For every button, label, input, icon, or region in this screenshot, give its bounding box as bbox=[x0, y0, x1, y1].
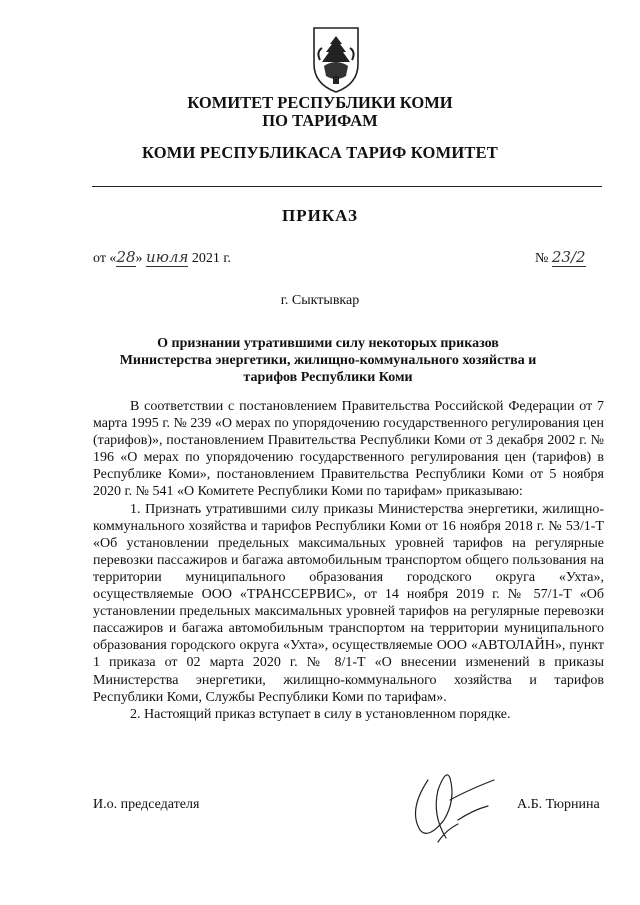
org-name-komi: КОМИ РЕСПУБЛИКАСА ТАРИФ КОМИТЕТ bbox=[141, 143, 498, 162]
signatory-position: И.о. председателя bbox=[93, 797, 200, 812]
document-body bbox=[93, 398, 604, 723]
coat-of-arms-emblem bbox=[310, 22, 362, 94]
date-mid: » bbox=[135, 251, 147, 266]
document-date bbox=[93, 248, 231, 267]
org-name-line1: КОМИТЕТ РЕСПУБЛИКИ КОМИ bbox=[187, 93, 453, 112]
city-line: г. Сыктывкар bbox=[280, 293, 360, 308]
date-day-handwritten: 28 bbox=[116, 248, 136, 266]
header-divider bbox=[92, 186, 602, 187]
date-month-handwritten: июля bbox=[146, 248, 189, 266]
number-handwritten: 23/2 bbox=[551, 248, 586, 266]
document-title: ПРИКАЗ bbox=[282, 206, 358, 225]
handwritten-signature bbox=[398, 760, 503, 848]
document-number bbox=[535, 248, 586, 267]
number-prefix: № bbox=[535, 251, 552, 266]
org-name-line2: ПО ТАРИФАМ bbox=[262, 111, 378, 130]
body-paragraph-preamble: В соответствии с постановлением Правительства Российской Федерации от 7 марта 1995 г. № 239 «О мерах по упорядочению государственного регулирования цен (тарифов)», постановлением Правительства Республики Коми от 3 декабря 2002 г. № 196 «О мерах по упорядочению государственного регулирования цен (тарифов) в Республике Коми», постановлением Правительства Республики Коми от 5 ноября 2020 г. № 541 «О Комитете Республики Коми по тарифам» приказываю: bbox=[93, 399, 604, 500]
document-subject: О признании утратившими силу некоторых приказов Министерства энергетики, жилищно-коммунального хозяйства и тарифов Республики Коми bbox=[119, 336, 537, 385]
body-paragraph-item-1: 1. Признать утратившими силу приказы Министерства энергетики, жилищно-коммунального хозяйства и тарифов Республики Коми от 16 ноября 2018 г. № 53/1-Т «Об установлении предельных максимальных уровней тарифов на регулярные перевозки пассажиров и багажа автомобильным транспортом общего пользования на территории муниципального образования городского округа «Ухта», осуществляемые ООО «ТРАНССЕРВИС», от 14 ноября 2019 г. № 57/1-Т «Об установлении предельных максимальных уровней тарифов на регулярные перевозки пассажиров и багажа автомобильным транспортом на территории муниципального образования городского округа «Ухта», осуществляемые ООО «АВТОЛАЙН», пункт 1 приказа от 02 марта 2020 г. № 8/1-Т «О внесении изменений в приказы Министерства энергетики, жилищно-коммунального хозяйства и тарифов Республики Коми, Службы Республики Коми по тарифам». bbox=[93, 501, 604, 705]
signatory-name: А.Б. Тюрнина bbox=[517, 797, 600, 812]
date-year: 2021 г. bbox=[188, 251, 232, 266]
body-paragraph-item-2: 2. Настоящий приказ вступает в силу в установленном порядке. bbox=[130, 706, 511, 722]
date-prefix: от « bbox=[93, 251, 117, 266]
